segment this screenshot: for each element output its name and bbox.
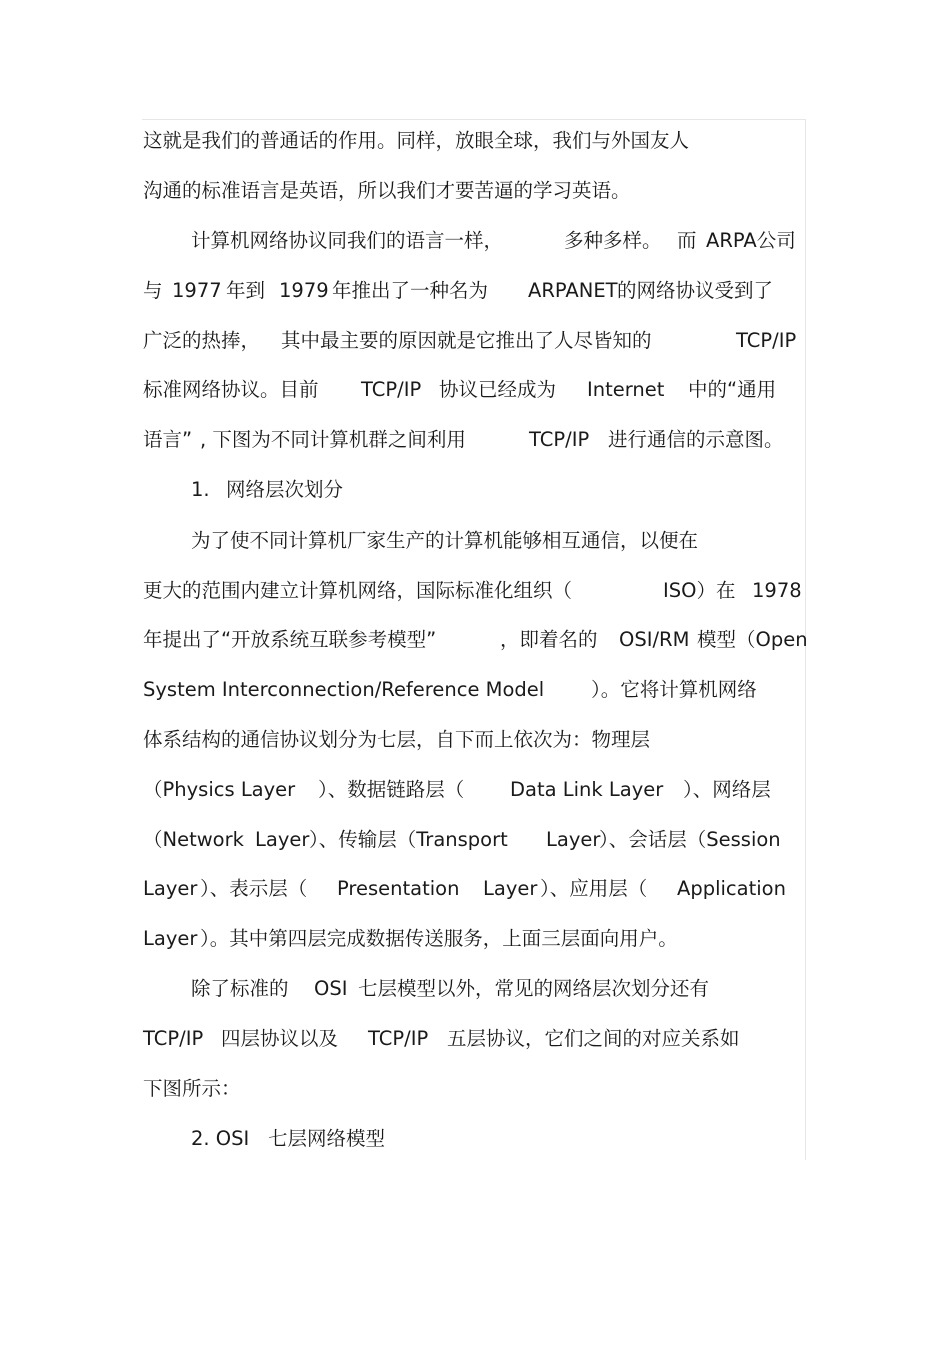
text-run: 网络层次划分 [226, 478, 344, 501]
text-run: ARPANET [528, 279, 618, 302]
text-run: 七层网络模型 [268, 1127, 386, 1150]
text-run: 年到 [226, 279, 266, 302]
text-run: TCP/IP [529, 428, 590, 451]
text-run: ）、表示层（ [200, 877, 308, 900]
text-line [0, 576, 950, 606]
text-run: 除了标准的 [191, 977, 289, 1000]
text-run: 七层模型以外，常见的网络层次划分还有 [358, 977, 710, 1000]
text-run: ）、会话层（Session [599, 828, 781, 851]
text-run: 年推出了一种名为 [332, 279, 489, 302]
text-run: 体系结构的通信协议划分为七层，自下而上依次为：物理层 [143, 728, 651, 751]
text-run: 2. OSI [191, 1127, 250, 1150]
text-line [0, 775, 950, 805]
text-run: 标准网络协议。目前 [143, 378, 319, 401]
text-run: （Physics Layer [143, 778, 296, 801]
text-run: 其中最主要的原因就是它推出了人尽皆知的 [281, 329, 652, 352]
text-run: 年提出了“开放系统互联参考模型” [143, 628, 437, 651]
text-line [0, 675, 950, 705]
text-run: Layer [143, 927, 198, 950]
text-run: 1979 [279, 279, 329, 302]
text-run: ISO）在 [663, 579, 736, 602]
text-line [0, 924, 950, 954]
text-run: OSI/RM [619, 628, 690, 651]
text-run: ）、应用层（ [540, 877, 648, 900]
text-run: 模型（Open [697, 628, 808, 651]
text-run: TCP/IP [368, 1027, 429, 1050]
text-run: TCP/IP [361, 378, 422, 401]
text-run: 沟通的标准语言是英语，所以我们才要苦逼的学习英语。 [143, 179, 631, 202]
text-run: 更大的范围内建立计算机网络，国际标准化组织（ [143, 579, 573, 602]
text-run: TCP/IP [143, 1027, 204, 1050]
text-run: 的网络协议受到了 [617, 279, 774, 302]
text-line [0, 425, 950, 455]
text-run: 计算机网络协议同我们的语言一样， [191, 229, 504, 252]
text-line [0, 1124, 950, 1154]
text-line [0, 1074, 950, 1104]
text-line [0, 375, 950, 405]
text-run: Layer [483, 877, 538, 900]
text-run: Presentation [337, 877, 460, 900]
text-run: 语言” [143, 428, 193, 451]
text-line [0, 176, 950, 206]
text-run: ，即着名的 [500, 628, 598, 651]
text-run: 为了使不同计算机厂家生产的计算机能够相互通信，以便在 [191, 529, 699, 552]
text-run: 1. [191, 478, 210, 501]
text-line [0, 526, 950, 556]
text-run: 五层协议，它们之间的对应关系如 [447, 1027, 740, 1050]
text-line [0, 475, 950, 505]
text-run: 下图所示： [143, 1077, 241, 1100]
text-run: 这就是我们的普通话的作用。同样，放眼全球，我们与外国友人 [143, 129, 690, 152]
text-run: Application [677, 877, 786, 900]
text-run: Layer [255, 828, 310, 851]
text-run: 与 [143, 279, 163, 302]
text-run: 而 [677, 229, 697, 252]
text-run: Layer [143, 877, 198, 900]
text-run: 广泛的热捧， [143, 329, 261, 352]
text-run: Layer [546, 828, 601, 851]
text-run: ）、数据链路层（ [318, 778, 465, 801]
text-run: , 下图为不同计算机群之间利用 [200, 428, 466, 451]
text-run: （Network [143, 828, 244, 851]
text-run: 多种多样。 [564, 229, 662, 252]
text-run: 1978 [752, 579, 802, 602]
text-run: ARPA公司 [706, 229, 796, 252]
text-run: 进行通信的示意图。 [608, 428, 784, 451]
text-run: System Interconnection/Reference Model [143, 678, 545, 701]
text-line [0, 276, 950, 306]
text-line [0, 226, 950, 256]
text-run: ）、传输层（Transport [309, 828, 508, 851]
text-line [0, 126, 950, 156]
text-run: ）、网络层 [683, 778, 771, 801]
text-line [0, 625, 950, 655]
text-run: 中的“通用 [688, 378, 777, 401]
text-line [0, 974, 950, 1004]
text-line [0, 825, 950, 855]
text-line [0, 326, 950, 356]
text-run: 1977 [172, 279, 222, 302]
text-run: OSI [314, 977, 348, 1000]
text-run: TCP/IP [736, 329, 797, 352]
text-line [0, 1024, 950, 1054]
text-run: ）。它将计算机网络 [591, 678, 757, 701]
text-line [0, 874, 950, 904]
text-line [0, 725, 950, 755]
text-run: 四层协议以及 [221, 1027, 339, 1050]
text-run: Data Link Layer [510, 778, 664, 801]
text-run: Internet [587, 378, 665, 401]
text-run: 协议已经成为 [439, 378, 557, 401]
text-run: ）。其中第四层完成数据传送服务，上面三层面向用户。 [200, 927, 678, 950]
